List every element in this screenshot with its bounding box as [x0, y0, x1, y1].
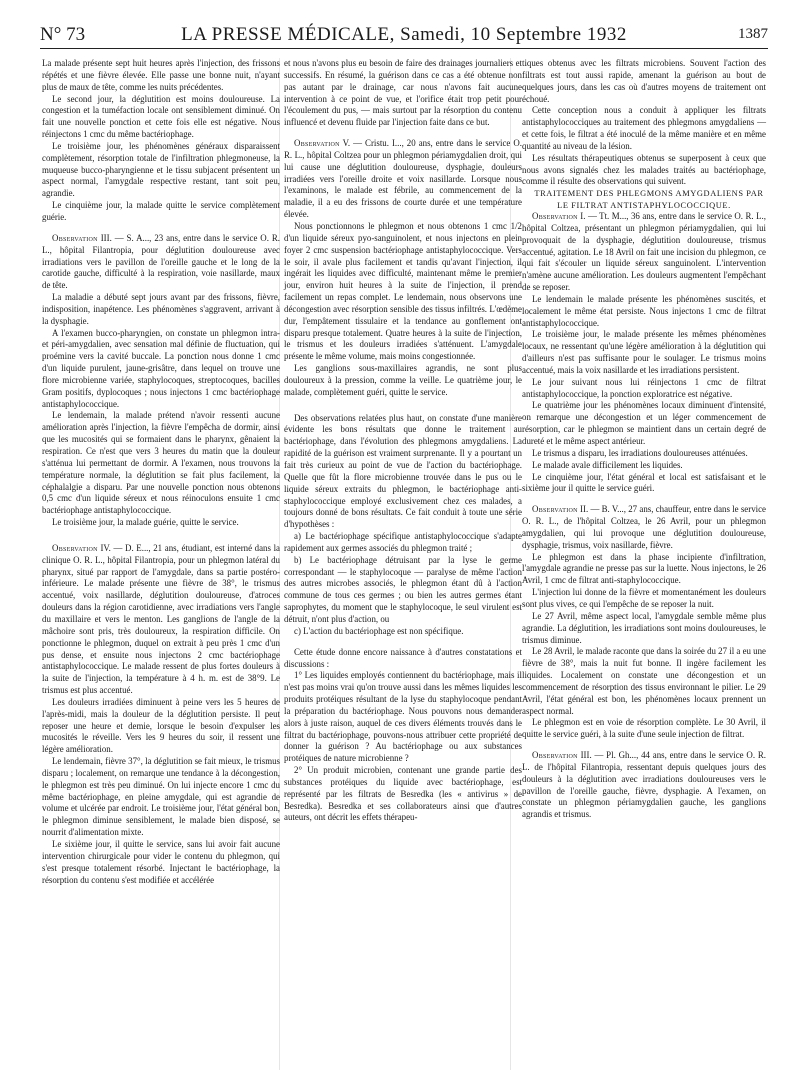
- paragraph: Le 27 Avril, même aspect local, l'amygdale semble même plus agrandie. La déglutition, les irradiations sont moins douloureuses, le trismus diminue.: [522, 610, 766, 645]
- observation-heading-paragraph: Observation II. — B. V..., 27 ans, chauffeur, entre dans le service O. R. L., de l'hôpital Coltzea, le 26 Avril, pour un phlegmon amygdalien, qui lui provoque une déglutition douloureuse, dysphagie, trismus, voix nasillarde, fièvre.: [522, 504, 766, 550]
- hypothesis-a: a) Le bactériophage spécifique antistaphylococcique s'adapte rapidement aux germes associés du phlegmon traité ;: [284, 531, 522, 553]
- journal-title: LA PRESSE MÉDICALE, Samedi, 10 Septembre 1932: [181, 24, 627, 45]
- paragraph: Le phlegmon est en voie de résorption complète. Le 30 Avril, il quitte le service guéri, à la suite d'une seule injection de filtrat.: [522, 717, 766, 740]
- paragraph: Le malade avale difficilement les liquides.: [532, 459, 683, 470]
- column-1: [42, 58, 280, 886]
- observation-heading-paragraph: Observation I. — Tt. M..., 36 ans, entre dans le service O. R. L., hôpital Coltzea, présentant un phlegmon périamygdalien, qui lui provoquait de la dysphagie, déglutition douloureuse, trismus accentué, agitation. Le 18 Avril on fait une incision du phlegmon, ce qui fait s'écouler un liquide séreux sanguinolent. L'intervention n'amène aucune amélioration. Les douleurs augmentent l'empêchant de se reposer.: [522, 210, 766, 293]
- observation-heading-paragraph: Observation V. — Cristu. I..., 20 ans, entre dans le service O. R. L., hôpital Coltzea pour un phlegmon périamygdalien droit, qui lui cause une déglutition douloureuse, dysphagie, douleurs irradiées vers l'oreille droite et voix nasillarde. Lorsque nous l'examinons, le malade est fébrile, au commencement de la maladie, il a eu des frissons de courte durée et une température élevée.: [284, 138, 522, 220]
- page-number-left: N° 73: [40, 24, 86, 45]
- paragraph: La maladie a débuté sept jours avant par des frissons, fièvre, indisposition, inapétence. Les phénomènes s'aggravent, arrivant à la dysphagie.: [42, 292, 280, 326]
- observation-heading-paragraph: Observation IV. — D. E..., 21 ans, étudiant, est interné dans la clinique O. R. L., hôpital Filantropia, pour un phlegmon latéral du pharynx, situé par rapport de l'amygdale, dans sa partie postéro-inférieure. Le malade présente une fièvre de 38°, le trismus accentué, voix nasillarde, déglutition douloureuse, d'atroces douleurs dans la région carotidienne, avec irradiations vers l'angle du maxillaire et vers le menton. Les ganglions de l'angle de la mâchoire sont pris, très douloureux, la respiration difficile. On ponctionne le phlegmon, duquel on extrait à peu près 1 cmc d'un pus dense, et ensuite nous injectons 2 cmc bactériophage antistaphylococcique. Le malade ressent de plus fortes douleurs à la suite de l'injection, la température à 4 h. m. est de 38°9. Le trismus est plus accentué.: [42, 542, 280, 696]
- paragraph: Le cinquième jour, la malade quitte le service complètement guérie.: [42, 200, 280, 222]
- observation-heading-paragraph: Observation III. — Pl. Gh..., 44 ans, entre dans le service O. R. L. de l'hôpital Filantropia, ressentant depuis quelques jours des douleurs à la déglutition avec irradiations douloureuses vers le pavillon de l'oreille gauche, fièvre, dysphagie. A l'examen, on constate un phlegmon périamygdalien gauche, les ganglions agrandis et trismus.: [522, 750, 766, 820]
- observation-label: Observation: [532, 504, 578, 515]
- paragraph: Le 28 Avril, le malade raconte que dans la soirée du 27 il a eu une fièvre de 38°, mais la nuit fut bonne. Il ingère facilement les liquides. Localement on constate une décongestion et un commencement de résorption des tissus environnant le pilier. Le 29 Avril, l'état général est bon, les phénomènes locaux prennent un aspect normal.: [522, 646, 766, 716]
- paragraph: Cette étude donne encore naissance à d'autres constatations et discussions :: [284, 646, 522, 669]
- paragraph: Le troisième jour, la malade guérie, quitte le service.: [52, 517, 239, 528]
- paragraph: Le troisième jour, le malade présente les mêmes phénomènes locaux, ne ressentant qu'une légère amélioration à la déglutition qui d'ailleurs n'est pas suffisante pour le soulager. Le trismus moins accentué, mais la voix nasillarde et les irradiations persistent.: [522, 329, 766, 375]
- paragraph: Le lendemain, fièvre 37°, la déglutition se fait mieux, le trismus disparu ; localement, on remarque une tendance à la décongestion, le phlegmon est très peu diminué. On lui injecte encore 1 cmc du même bactériophage, en pleine amygdale, qui est agrandie de volume et ulcérée par endroit. Le troisième jour, l'état général bon, le phlegmon diminue sensiblement, le malade bien disposé, se nourrit d'alimentation mixte.: [42, 756, 280, 838]
- paragraph: Le sixième jour, il quitte le service, sans lui avoir fait aucune intervention chirurgicale pour vider le contenu du phlegmon, qui s'est presque totalement résorbé. Injectant le bactériophage, la résorption du contenu s'est modifiée et accélérée: [42, 839, 280, 885]
- paragraph: Nous ponctionnons le phlegmon et nous obtenons 1 cmc 1/2 d'un liquide séreux pyo-sanguinolent, et nous injectons en plein foyer 2 cmc suspension bactériophage antistaphylococcique. Vers le soir, il avale plus facilement et tandis qu'avant l'injection, il ingérait les liquides avec difficulté, maintenant même le premier jour, environ huit heures à la suite de l'injection, il prend facilement un repas complet. Le lendemain, nous observons une décongestion avec résorption sensible des tissus infiltrés. L'œdème dur, l'empâtement tissulaire et la tendance au gonflement ont disparu presque totalement. Quatre heures à la suite de l'injection, le trismus et les douleurs irradiées s'atténuent. L'amygdale présente le même volume, mais moins congestionnée.: [284, 220, 522, 362]
- paragraph: 2° Un produit microbien, contenant une grande partie des substances protéiques du liquide avec bactériophage, est représenté par les filtrats de Besredka (les « antivirus » de Besredka). Besredka et ses collaborateurs ainsi que d'autres auteurs, ont décrit les effets thérapeu-: [284, 765, 522, 823]
- paragraph: Les douleurs irradiées diminuent à peine vers les 5 heures de l'après-midi, mais la douleur de la déglutition persiste. Il peut reposer une heure et demie, lorsque le besoin d'expulser les mucosités le réveille. Vers les 9 heures du soir, il ressent une légère amélioration.: [42, 696, 280, 755]
- hypothesis-b: b) Le bactériophage détruisant par la lyse le germe correspondant — le staphylocoque — paralyse de même l'action des autres microbes associés, le phlegmon étant dû à l'action commune de tous ces germes ; ou bien les autres germes étant saprophytes, du moment que le staphylocoque, le seul virulent est détruit, n'ont plus d'action, ou: [284, 554, 522, 624]
- column-3: [522, 58, 766, 821]
- paragraph: Les résultats thérapeutiques obtenus se superposent à ceux que nous avons signalés chez les malades traités au bactériophage, comme il résulte des observations qui suivent.: [522, 152, 766, 187]
- section-title: TRAITEMENT DES PHLEGMONS AMYGDALIENS PAR LE FILTRAT ANTISTAPHYLOCOCCIQUE.: [534, 189, 764, 210]
- paragraph: Le lendemain le malade présente les phénomènes suscités, et localement le même état persiste. Nous injectons 1 cmc de filtrat antistaphylococcique.: [522, 293, 766, 328]
- paragraph: La malade présente sept huit heures après l'injection, des frissons répétés et une fièvre élevée. Elle passe une bonne nuit, n'ayant plus de maux de tête, comme les nuits précédentes.: [42, 58, 280, 92]
- paragraph: A l'examen bucco-pharyngien, on constate un phlegmon intra- et péri-amygdalien, avec sensation mal définie de fluctuation, qui proémine vers la cavité buccale. La ponction nous donne 1 cmc d'un liquide purulent, jaune-grisâtre, dans lequel on trouve une flore microbienne variée, staphylocoques, streptocoques, bacilles Gram positifs, dyplocoques ; nous injectons 1 cmc bactériophage antistaphylococcique.: [42, 327, 280, 409]
- header-rule: [40, 48, 768, 49]
- paragraph: 1° Les liquides employés contiennent du bactériophage, mais il n'est pas moins vrai qu'on trouve aussi dans les mêmes liquides les produits protéiques résultant de la lyse du staphylocoque pendant la préparation du bactériophage. Nous pouvons nous demander alors à juste raison, auquel de ces divers éléments trouvés dans le filtrat du bactériophage, pouvons-nous attribuer cette propriété de donner la guérison ? Au bactériophage ou aux substances protéiques de nature microbienne ?: [284, 670, 522, 764]
- paragraph: Le cinquième jour, l'état général et local est satisfaisant et le sixième jour il quitte le service guéri.: [522, 471, 766, 494]
- observation-label: Observation: [52, 232, 98, 243]
- page-number-right: 1387: [738, 26, 768, 42]
- paragraph: Cette conception nous a conduit à appliquer les filtrats antistaphylococciques au traitement des phlegmons amygdaliens — et cette fois, le filtrat a été inoculé de la même manière et en même quantité au niveau de la lésion.: [522, 105, 766, 151]
- paragraph: Le trismus a disparu, les irradiations douloureuses atténuées.: [532, 447, 748, 458]
- paragraph: Le phlegmon est dans la phase incipiente d'infiltration, l'amygdale agrandie ne presse pas sur la luette. Nous injectons, le 26 Avril, 1 cmc de filtrat anti-staphylococcique.: [522, 551, 766, 586]
- observation-heading-paragraph: Observation III. — S. A..., 23 ans, entre dans le service O. R. L., hôpital Filantropia, pour déglutition douloureuse avec irradiations vers le pavillon de l'oreille gauche et le long de la carotide gauche, difficulté à la respiration, voie nasillarde, maux de tête.: [42, 232, 280, 291]
- observation-label: Observation: [532, 210, 578, 221]
- column-2: [284, 58, 522, 824]
- paragraph: et nous n'avons plus eu besoin de faire des drainages journaliers et successifs. En résumé, la guérison dans ce cas a été obtenue non pas autant par le drainage, car nous n'avons fait aucune intervention à ce point de vue, et l'orifice était trop petit pour l'écoulement du pus, — mais surtout par la résorption du contenu influencé et devenu fluide par l'injection faite dans ce but.: [284, 58, 522, 128]
- paragraph: Le jour suivant nous lui réinjectons 1 cmc de filtrat antistaphylococcique, la ponction exploratrice est négative.: [522, 376, 766, 399]
- paragraph: tiques obtenus avec les filtrats microbiens. Souvent l'action des filtrats est tout aussi rapide, amenant la guérison au bout de quelques jours, dans les cas où d'autres moyens de traitement ont échoué.: [522, 58, 766, 104]
- observation-label: Observation: [294, 138, 340, 149]
- paragraph: Les ganglions sous-maxillaires agrandis, ne sont plus douloureux à la pression, comme la veille. Le quatrième jour, le malade, complètement guéri, quitte le service.: [284, 363, 522, 397]
- paragraph: L'injection lui donne de la fièvre et momentanément les douleurs sont plus vives, ce qui l'empêche de se reposer la nuit.: [522, 587, 766, 609]
- paragraph: Le lendemain, la malade prétend n'avoir ressenti aucune amélioration après l'injection, la fièvre l'empêcha de dormir, ainsi que les mucosités qui se formaient dans le pharynx, gênaient la respiration. Ce n'est que vers 3 heures du matin que la douleur s'atténua lui permettant de dormir. A l'examen, nous trouvons la température normale, la déglutition se fait plus facilement, la céphalalgie a disparu. Par une nouvelle ponction nous obtenons 0,5 cmc d'un liquide séreux et nous réinoculons ensuite 1 cmc bactériophage antistaphylococcique.: [42, 410, 280, 516]
- paragraph: Le second jour, la déglutition est moins douloureuse. La congestion et la tuméfaction locale ont sensiblement diminué. On fait une nouvelle ponction et cette fois elle est négative. Nous réinjectons 1 cmc du même bactériophage.: [42, 93, 280, 140]
- paragraph: Le quatrième jour les phénomènes locaux diminuent d'intensité, on remarque une décongestion et un léger commencement de résorption, car le phlegmon se maintient dans un certain degré de dureté et le même aspect antérieur.: [522, 400, 766, 446]
- hypothesis-c: c) L'action du bactériophage est non spécifique.: [294, 625, 464, 636]
- observation-label: Observation: [52, 542, 98, 553]
- page-header: [40, 22, 768, 48]
- paragraph: Le troisième jour, les phénomènes généraux disparaissent complètement, résorption totale de l'infiltration phlegmoneuse, la muqueuse bucco-pharyngienne et le tissu subjacent présentent un aspect normal, l'amygdale respective restant, tant soit peu, agrandie.: [42, 140, 280, 199]
- observation-label: Observation: [532, 750, 578, 761]
- paragraph: Des observations relatées plus haut, on constate d'une manière évidente les bons résultats que donne le traitement au bactériophage, dans l'évolution des phlegmons amygdaliens. La rapidité de la guérison est vraiment surprenante. Il y a pourtant un fait très curieux au point de vue de l'action du bactériophage. Quelle que fût la flore microbienne trouvée dans le pus ou le liquide séreux extraits du phlegmon, le bactériophage anti-staphylococcique employé exclusivement chez ces malades, a toujours donné de bons résultats. Ce fait conduit à toute une série d'hypothèses :: [284, 412, 522, 530]
